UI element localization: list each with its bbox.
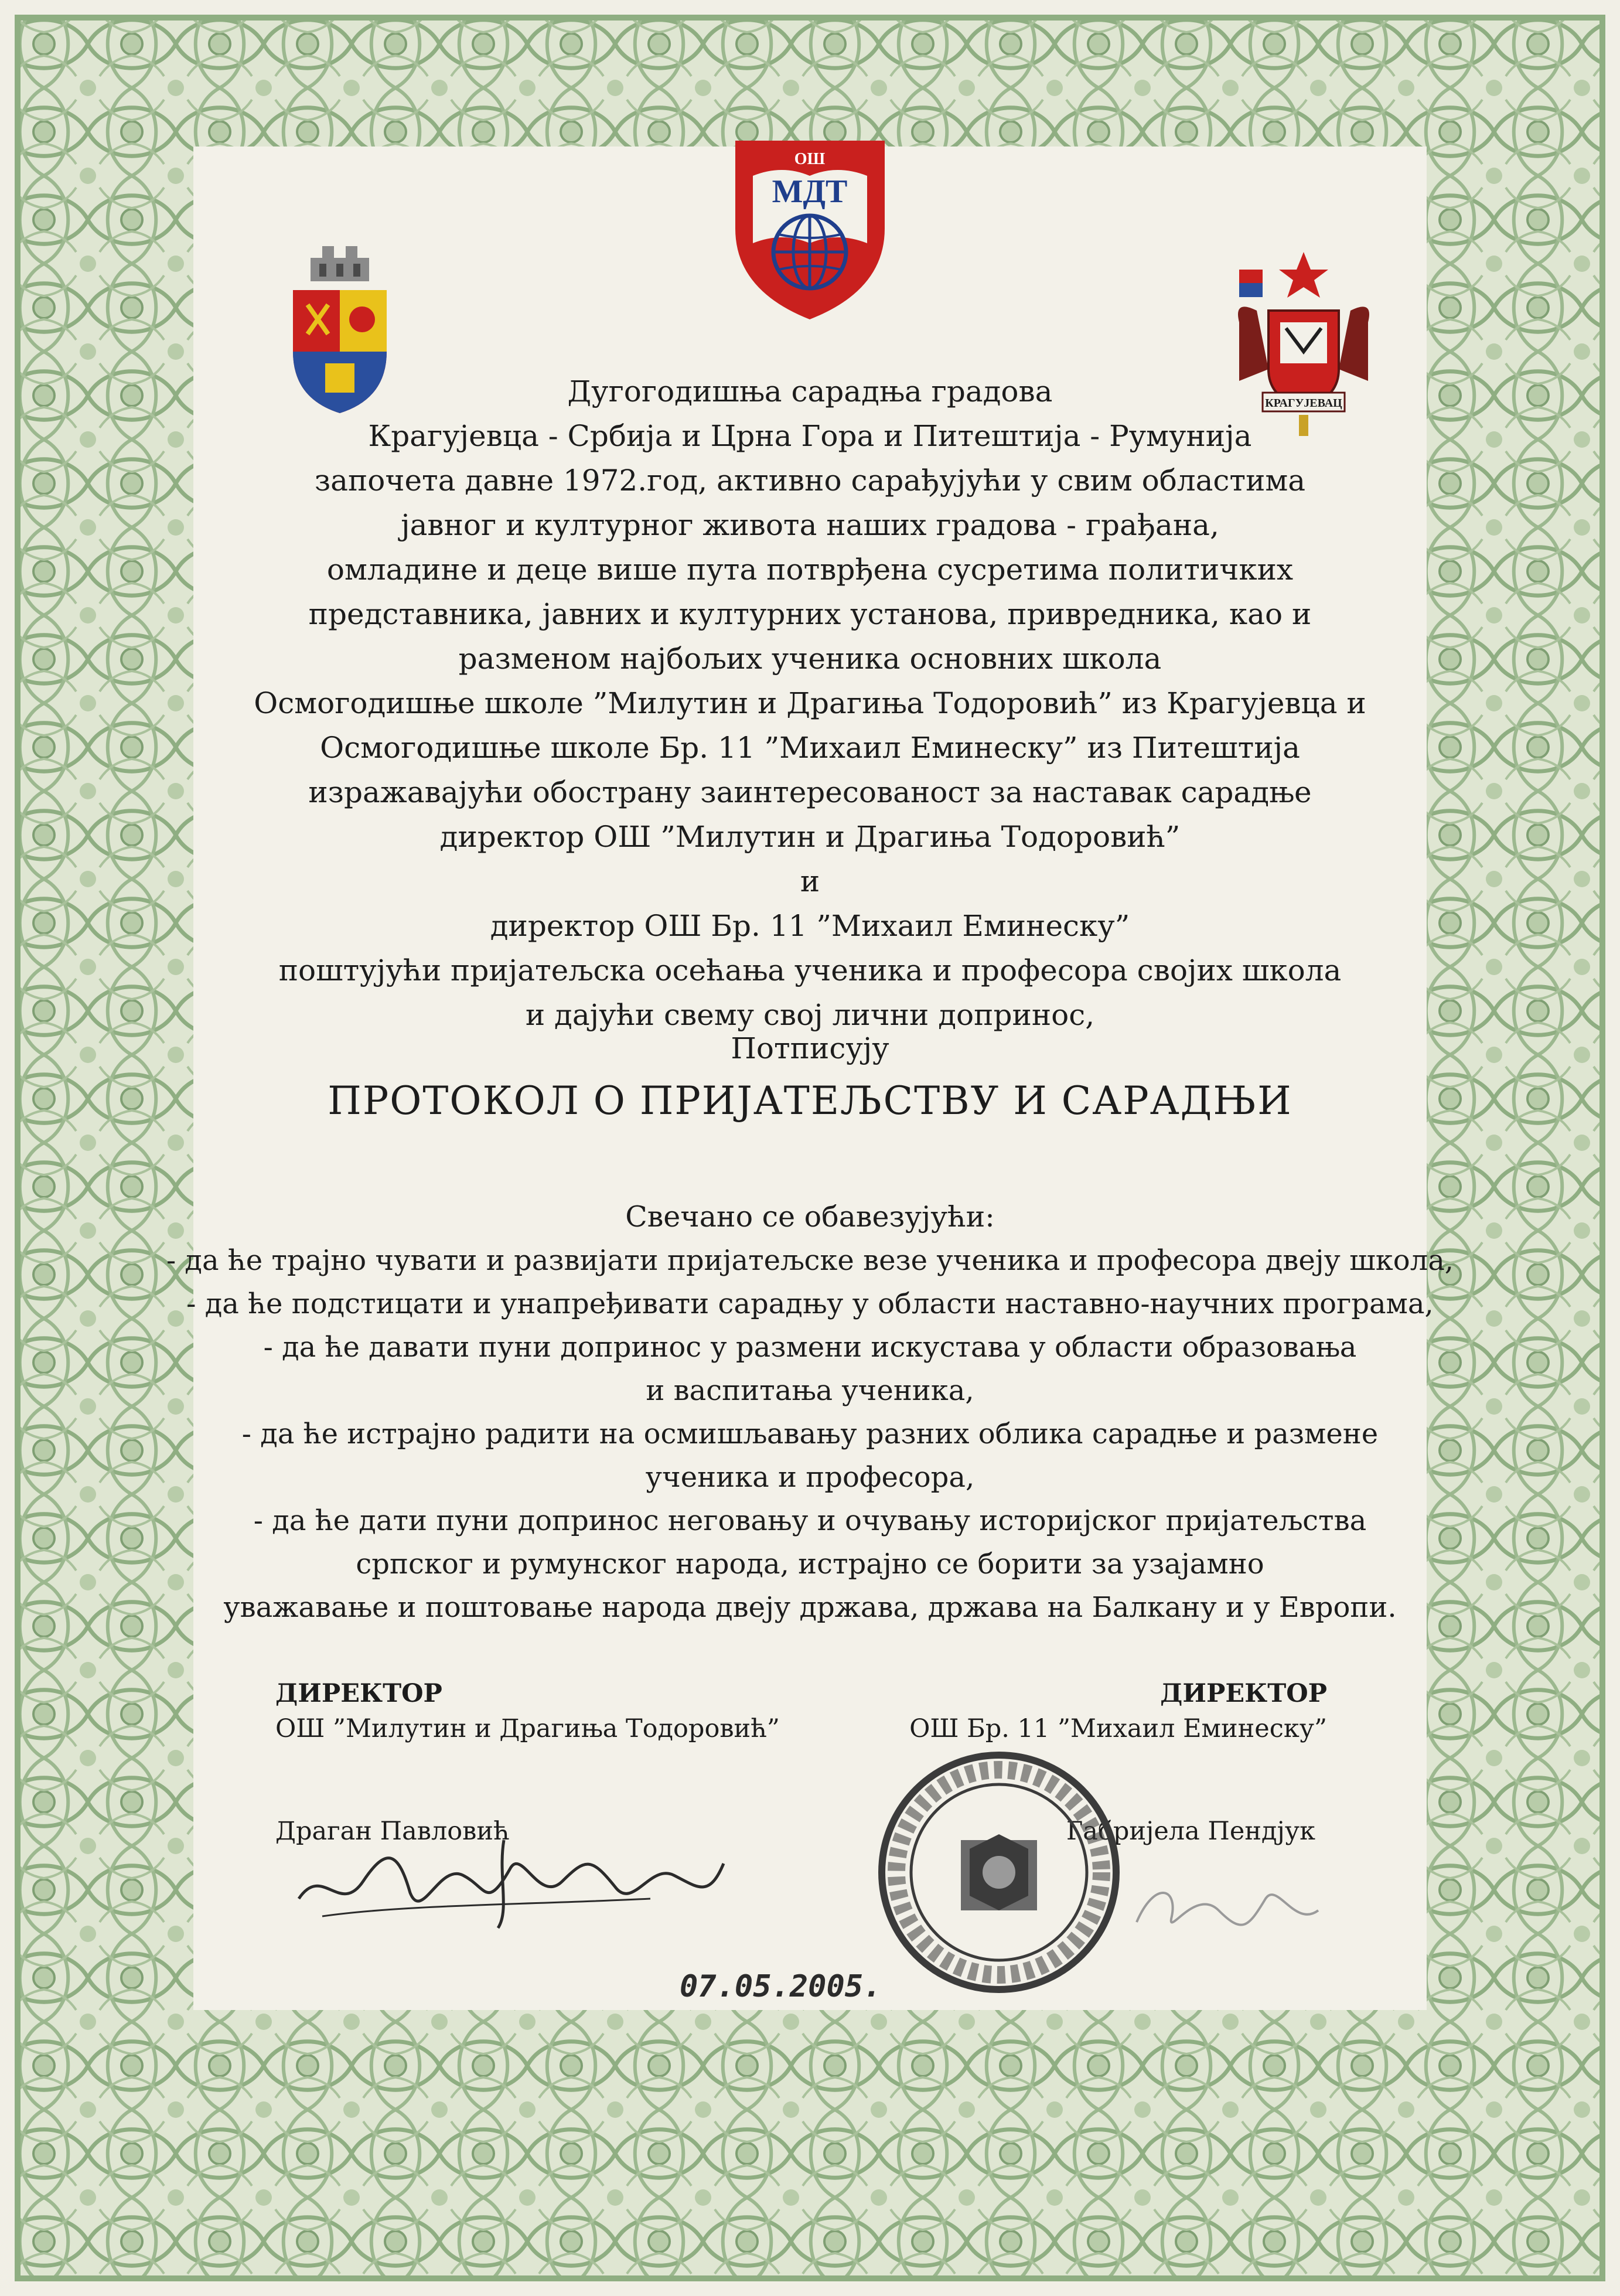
preamble-line: и (800, 864, 820, 898)
preamble-line: јавног и културног живота наших градова - грађана, (401, 508, 1219, 542)
commitment-line: ученика и професора, (645, 1461, 975, 1494)
right-signatory-name: Габријела Пендјук (1066, 1817, 1315, 1846)
preamble-line: поштујући пријатељска осећања ученика и професора својих школа (278, 953, 1342, 987)
preamble-line: директор ОШ Бр. 11 ”Михаил Еминеску” (490, 909, 1130, 943)
commitment-line: - да ће дати пуни допринос неговању и очувању историјског пријатељства (253, 1504, 1367, 1537)
right-signatory-role: ДИРЕКТОР (1160, 1679, 1327, 1708)
commitment-line: уважавање и поштовање народа двеју држава, држава на Балкану и у Европи. (223, 1591, 1397, 1624)
commitments-intro: Свечано се обавезујући: (625, 1200, 995, 1234)
preamble-line: започета давне 1972.год, активно сарађујући у свим областима (314, 464, 1306, 498)
preamble-line: представника, јавних и културних установа, привредника, као и (308, 597, 1312, 631)
signing-date: 07.05.2005. (680, 1969, 882, 2004)
logo-top-text: ОШ (794, 150, 826, 168)
preamble-line: Осмогодишње школе Бр. 11 ”Михаил Еминеску” из Питештија (320, 731, 1300, 765)
commitment-line: - да ће подстицати и унапређивати сарадњу у области наставно-научних програма, (186, 1287, 1434, 1320)
left-signatory-name: Драган Павловић (275, 1817, 510, 1846)
commitment-line: - да ће давати пуни допринос у размени искустава у области образовања (263, 1331, 1357, 1364)
commitments-list (0, 1239, 1620, 1629)
preamble-line: изражавајући обострану заинтересованост за наставак сарадње (308, 775, 1312, 809)
left-signatory-school: ОШ ”Милутин и Драгиња Тодоровић” (275, 1714, 780, 1743)
preamble-line: Осмогодишње школе ”Милутин и Драгиња Тодоровић” из Крагујевца и (254, 686, 1366, 720)
commitment-line: - да ће трајно чувати и развијати пријатељске везе ученика и професора двеју школа, (166, 1244, 1454, 1277)
right-handwritten-signature (1125, 1864, 1336, 1946)
official-stamp (873, 1746, 1125, 1998)
left-signatory-role: ДИРЕКТОР (275, 1679, 442, 1708)
right-signatory-school: ОШ Бр. 11 ”Михаил Еминеску” (909, 1714, 1327, 1743)
left-handwritten-signature (287, 1828, 732, 1934)
preamble-line: омладине и деце више пута потврђена сусретима политичких (326, 553, 1294, 587)
sign-word: Потписују (731, 1031, 889, 1065)
document-title: ПРОТОКОЛ О ПРИЈАТЕЉСТВУ И САРАДЊИ (328, 1078, 1292, 1123)
preamble (0, 369, 1620, 1037)
preamble-line: директор ОШ ”Милутин и Драгиња Тодоровић” (439, 820, 1181, 854)
preamble-line: Дугогодишња сарадња градова (567, 374, 1053, 408)
school-logo (735, 141, 885, 319)
crest-banner-text: КРАГУЈЕВАЦ (1265, 397, 1342, 410)
commitment-line: српског и румунског народа, истрајно се борити за узајамно (356, 1548, 1264, 1580)
commitment-line: и васпитања ученика, (646, 1374, 974, 1407)
preamble-line: и дајући свему свој лични допринос, (525, 998, 1095, 1032)
logo-abbr-text: МДТ (772, 173, 848, 210)
preamble-line: Крагујевца - Србија и Црна Гора и Питештија - Румунија (368, 419, 1252, 453)
preamble-line: разменом најбољих ученика основних школа (458, 642, 1162, 676)
commitment-line: - да ће истрајно радити на осмишљавању разних облика сарадње и размене (241, 1418, 1379, 1450)
